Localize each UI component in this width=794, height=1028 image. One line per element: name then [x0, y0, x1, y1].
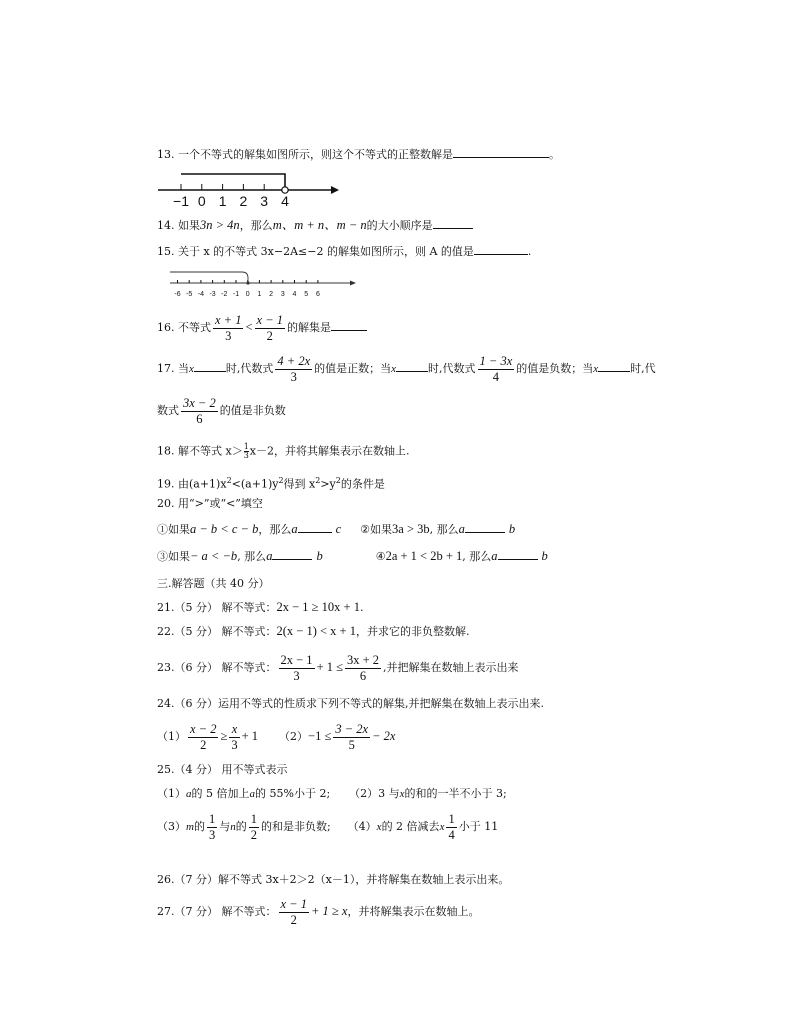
- q15-tick-label: -2: [221, 291, 228, 298]
- section-heading: 三.解答题（共 40 分）: [157, 577, 270, 590]
- answer-blank: [272, 549, 312, 560]
- q15-tick-label: -6: [174, 291, 181, 298]
- q13-tick-label: 1: [218, 193, 227, 208]
- fraction: $\frac{x - 1}{2}$: [280, 896, 307, 927]
- question-22: 22.（5 分） 解不等式：2(x − 1) < x + 1，并求它的非负整数解.: [157, 624, 470, 638]
- q15-tick-label: 1: [257, 291, 262, 298]
- q15-tick-label: 0: [245, 291, 250, 298]
- question-16: 16. 不等式 $\frac{x + 1}{3}$ < $\frac{x - 1}{2}$ 的解集是: [157, 310, 367, 345]
- fraction: $\frac{1}{2}$: [250, 811, 257, 842]
- q15-tick-label: 2: [269, 291, 274, 298]
- q15-tick-label: -4: [197, 291, 205, 298]
- fraction: $\frac{3 - 2x}{5}$: [335, 721, 369, 752]
- fraction: $\frac{1}{3}$: [243, 442, 249, 460]
- number-line-q13: [155, 166, 355, 208]
- question-21: 21.（5 分） 解不等式：2x − 1 ≥ 10x + 1.: [157, 600, 364, 614]
- q13-tick-label: 2: [239, 193, 248, 208]
- q13-tick-label: 0: [197, 193, 206, 208]
- q15-tick-label: 5: [304, 291, 309, 298]
- question-26: 26.（7 分）解不等式 3x＋2＞2（x－1），并将解集在数轴上表示出来。: [157, 873, 510, 886]
- fraction: $\frac{4 + 2x}{3}$: [277, 353, 311, 384]
- fraction: $\frac{3x - 2}{6}$: [183, 395, 216, 426]
- q15-tick-label: -5: [186, 291, 193, 298]
- question-14: 14. 如果3n > 4n，那么m、m + n、m − n的大小顺序是: [157, 218, 473, 233]
- question-20-row1: ①如果a − b < c − b，那么a c ②如果3a > 3b, 那么a b: [157, 522, 516, 536]
- q15-tick-label: -3: [209, 291, 216, 298]
- question-20-row2: ③如果− a < −b, 那么a b ④2a + 1 < 2b + 1, 那么a b: [157, 549, 548, 563]
- question-25: 25.（4 分） 用不等式表示: [157, 763, 288, 776]
- question-24-parts: （1） $\frac{x - 2}{2}$ ≥ $\frac{x}{3}$ + 1 （2）−1 ≤ $\frac{3 - 2x}{5}$ − 2x: [157, 721, 396, 752]
- question-19: 19. 由$(a+1)x^2<(a+1)y^2$得到 $x^2>y^2$的条件是: [157, 476, 385, 491]
- number-line-q15: [166, 266, 366, 302]
- answer-blank: [433, 218, 473, 229]
- q15-tick-label: -1: [232, 291, 240, 298]
- question-17-cont: 数式 $\frac{3x - 2}{6}$ 的值是非负数: [157, 395, 286, 426]
- question-20: 20. 用“>”或“<”填空: [157, 497, 263, 510]
- fraction: $\frac{1 - 3x}{4}$: [479, 353, 513, 384]
- fraction: $\frac{x - 2}{2}$: [190, 721, 217, 752]
- answer-blank: [598, 361, 630, 372]
- question-23: 23.（6 分） 解不等式： $\frac{2x - 1}{3}$ + 1 ≤ $\frac{3x + 2}{6}$ ,并把解集在数轴上表示出来: [157, 652, 519, 683]
- question-25-row2: （3）m的 $\frac{1}{3}$ 与n的 $\frac{1}{2}$ 的和是非负数; （4）x的 2 倍减去x $\frac{1}{4}$ 小于 11: [157, 811, 499, 842]
- q13-tick-label: 3: [260, 193, 269, 208]
- answer-blank: [396, 361, 428, 372]
- question-24: 24.（6 分）运用不等式的性质求下列不等式的解集,并把解集在数轴上表示出来.: [157, 697, 544, 710]
- question-25-row1: （1）a的 5 倍加上a的 55%小于 2; （2）3 与x的和的一半不小于 3;: [157, 787, 507, 800]
- answer-blank: [453, 147, 549, 158]
- q15-tick-label: 6: [315, 291, 320, 298]
- fraction: $\frac{x - 1}{2}$: [256, 312, 284, 343]
- answer-blank: [474, 244, 528, 255]
- fraction: $\frac{x + 1}{3}$: [215, 312, 242, 343]
- q15-tick-label: 3: [280, 291, 285, 298]
- fraction: $\frac{1}{3}$: [208, 811, 216, 842]
- fraction: $\frac{2x - 1}{3}$: [280, 652, 313, 683]
- answer-blank: [298, 522, 332, 533]
- q13-tick-label: −1: [173, 193, 189, 208]
- question-27: 27.（7 分） 解不等式： $\frac{x - 1}{2}$ + 1 ≥ x，并将解集表示在数轴上。: [157, 896, 480, 927]
- question-13: 13. 一个不等式的解集如图所示，则这个不等式的正整数解是 。: [157, 148, 560, 161]
- fraction: $\frac{3x + 2}{6}$: [346, 652, 380, 683]
- question-15: 15. 关于 x 的不等式 3x−2A≤−2 的解集如图所示，则 A 的值是 .: [157, 245, 532, 258]
- question-17: 17. 当x 时,代数式 $\frac{4 + 2x}{3}$ 的值是正数；当x 时,代数式 $\frac{1 - 3x}{4}$ 的值是负数；当x 时,代: [157, 353, 656, 384]
- question-18: 18. 解不等式 x＞ $\frac{1}{3}$ x－2，并将其解集表示在数轴上.: [157, 442, 410, 460]
- answer-blank: [498, 549, 538, 560]
- answer-blank: [194, 361, 226, 372]
- fraction: $\frac{x}{3}$: [231, 721, 238, 752]
- q15-tick-label: 4: [292, 291, 297, 298]
- fraction: $\frac{1}{4}$: [448, 811, 455, 842]
- q13-tick-label: 4: [281, 193, 289, 208]
- answer-blank: [331, 320, 367, 331]
- answer-blank: [465, 522, 505, 533]
